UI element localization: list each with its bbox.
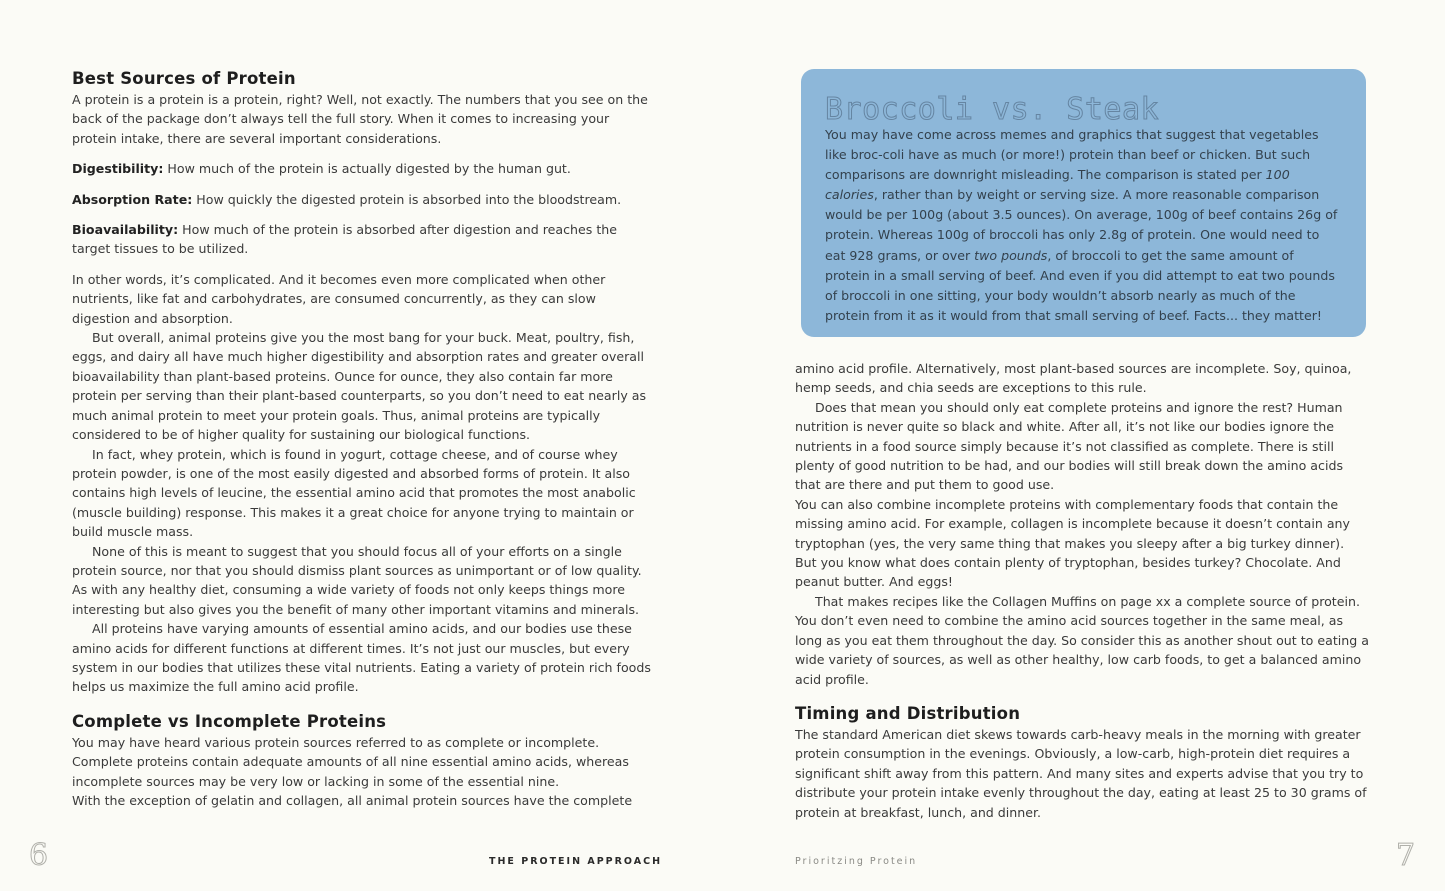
callout-emphasis: two pounds xyxy=(974,247,1048,263)
term-bioavailability xyxy=(72,220,652,259)
paragraph: amino acid profile. Alternatively, most plant-based sources are incomplete. Soy, quinoa, hemp seeds, and chia seeds are exceptions to this rule. xyxy=(795,361,1352,396)
callout-text-part: , of broccoli to get the same amount of protein in a small serving of beef. And even if you did attempt to eat two pounds of broccoli in one sitting, your body wouldn’t absorb nearly as much of the protein from it as it would from that small serving of beef. Facts... they matter! xyxy=(825,247,1335,323)
callout-emphasis: 100 calories xyxy=(825,167,1290,203)
paragraph: That makes recipes like the Collagen Muffins on page xx a complete source of protein. You don’t even need to combine the amino acid sources together in the same meal, as long as you eat them throughout the day. So consider this as another shout out to eating a wide variety of sources, as well as other healthy, low carb foods, to get a balanced amino acid profile. xyxy=(795,593,1369,687)
heading-timing-distribution: Timing and Distribution xyxy=(795,703,1021,723)
paragraph: In fact, whey protein, which is found in yogurt, cottage cheese, and of course whey protein powder, is one of the most easily digested and absorbed forms of protein. It also contains high levels of leucine, the essential amino acid that promotes the most anabolic (muscle building) response. This makes it a great choice for anyone trying to maintain or build muscle mass. xyxy=(72,446,636,540)
page-number-right: 7 xyxy=(1396,838,1416,873)
term-absorption-rate xyxy=(72,190,652,209)
sidebar-callout-box xyxy=(801,69,1366,337)
paragraph: In other words, it’s complicated. And it becomes even more complicated when other nutrients, like fat and carbohydrates, are consumed concurrently, as they can slow digestion and absorption. xyxy=(72,271,606,326)
term-label: Bioavailability: xyxy=(72,222,179,238)
right-column xyxy=(795,359,1369,822)
term-text: How much of the protein is actually digested by the human gut. xyxy=(163,161,571,177)
running-head-right: Prioritzing Protein xyxy=(795,856,918,867)
paragraph: But overall, animal proteins give you the most bang for your buck. Meat, poultry, fish, eggs, and dairy all have much higher digestibility and absorption rates and greater overall bioavailability than plant-based proteins. Ounce for ounce, they also contain far more protein per serving than their plant-based counterparts, so you don’t need to eat nearly as much animal protein to meet your protein goals. Thus, animal proteins are typically considered to be of higher quality for sustaining our biological functions. xyxy=(72,330,647,443)
callout-text-part: , rather than by weight or serving size. A more reasonable comparison would be per 100g (about 3.5 ounces). On average, 100g of beef contains 26g of protein. Whereas 100g of broccoli has only 2.8g of protein. One would need to eat 928 grams, or over xyxy=(825,187,1338,263)
heading-best-sources: Best Sources of Protein xyxy=(72,69,296,88)
term-text: How much of the protein is absorbed after digestion and reaches the target tissues to be utilized. xyxy=(72,222,617,257)
paragraph: None of this is meant to suggest that you should focus all of your efforts on a single protein source, nor that you should dismiss plant sources as unimportant or of low quality. As with any healthy diet, consuming a wide variety of foods not only keeps things more interesting but also gives you the benefit of many other important vitamins and minerals. xyxy=(72,543,642,617)
paragraph: Does that mean you should only eat complete proteins and ignore the rest? Human nutrition is never quite so black and white. After all, it’s not like our bodies ignore the nutrients in a food source simply because it’s not classified as complete. There is still plenty of good nutrition to be had, and our bodies will still break down the amino acids that are there and put them to good use. xyxy=(795,399,1344,493)
paragraph: A protein is a protein is a protein, right? Well, not exactly. The numbers that you see on the back of the package don’t always tell the full story. When it comes to increasing your protein intake, there are several important considerations. xyxy=(72,92,648,146)
term-label: Digestibility: xyxy=(72,161,164,177)
callout-text-part: You may have come across memes and graphics that suggest that vegetables like broc-coli have as much (or more!) protein than beef or chicken. But such comparisons are downright misleading. The comparison is stated per xyxy=(825,127,1319,183)
term-label: Absorption Rate: xyxy=(72,191,193,207)
running-head-left: THE PROTEIN APPROACH xyxy=(489,856,663,867)
term-digestibility xyxy=(72,159,652,178)
page-number-left: 6 xyxy=(29,838,49,873)
left-column xyxy=(72,68,652,810)
heading-complete-vs-incomplete: Complete vs Incomplete Proteins xyxy=(72,711,387,731)
paragraph: All proteins have varying amounts of essential amino acids, and our bodies use these amino acids for different functions at different times. It’s not just our muscles, but every system in our bodies that utilizes these vital nutrients. Eating a variety of protein rich foods helps us maximize the full amino acid profile. xyxy=(72,621,651,695)
paragraph: You can also combine incomplete proteins with complementary foods that contain the missing amino acid. For example, collagen is incomplete because it doesn’t contain any tryptophan (yes, the very same thing that makes you sleepy after a big turkey dinner). But you know what does contain plenty of tryptophan, besides turkey? Chocolate. And peanut butter. And eggs! xyxy=(795,496,1350,590)
callout-title: Broccoli vs. Steak xyxy=(825,92,1160,127)
paragraph: You may have heard various protein sources referred to as complete or incomplete. Complete proteins contain adequate amounts of all nine essential amino acids, whereas incomplete sources may be very low or lacking in some of the essential nine. xyxy=(72,734,629,789)
callout-text xyxy=(825,125,1342,326)
term-text: How quickly the digested protein is absorbed into the bloodstream. xyxy=(192,191,622,207)
paragraph: With the exception of gelatin and collagen, all animal protein sources have the complete xyxy=(72,793,633,808)
paragraph: The standard American diet skews towards carb-heavy meals in the morning with greater protein consumption in the evenings. Obviously, a low-carb, high-protein diet requires a significant shift away from this pattern. And many sites and experts advise that you try to distribute your protein intake evenly throughout the day, eating at least 25 to 30 grams of protein at breakfast, lunch, and dinner. xyxy=(795,726,1367,820)
